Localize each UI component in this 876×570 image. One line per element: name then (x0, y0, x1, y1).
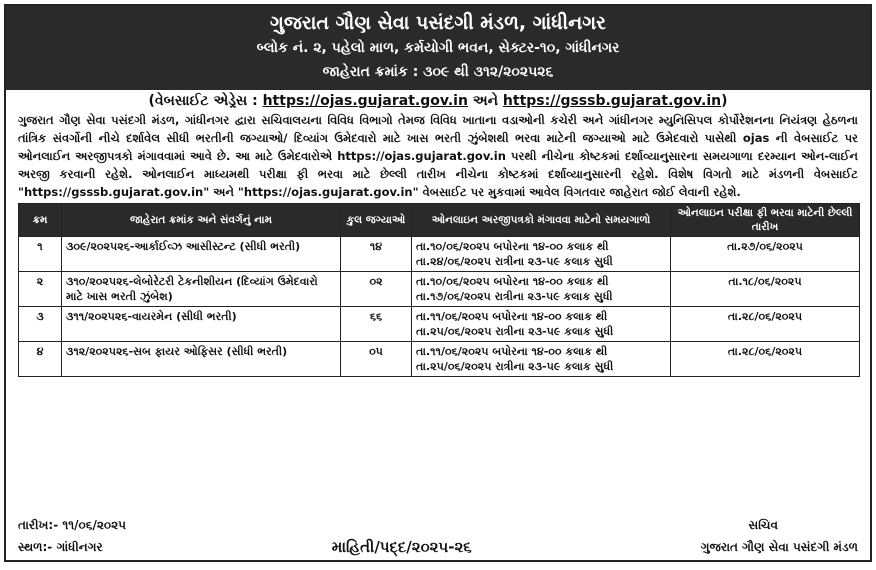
ojas-link[interactable]: https://ojas.gujarat.gov.in (262, 93, 468, 109)
cell-vacancies: ૦૫ (341, 342, 412, 377)
advt-number: જાહેરાત ક્રમાંક : ૩૦૯ થી ૩૧૨/૨૦૨૫૨૬ (322, 64, 554, 80)
col-serial: ક્રમ (19, 204, 62, 237)
org-address: બ્લોક નં. ૨, પહેલો માળ, કર્મયોગી ભવન, સેક્ટર-૧૦, ગાંધીનગર (256, 40, 620, 56)
website-prefix: (વેબસાઈટ એડ્રેસ : (148, 93, 258, 109)
cell-fee-date: તા.૨૭/૦૬/૨૦૨૫ (671, 237, 860, 272)
col-fee-last-date: ઓનલાઇન પરીક્ષા ફી ભરવા માટેની છેલ્લી તારીખ (671, 204, 860, 237)
footer-place: સ્થળ:- ગાંધીનગર (18, 539, 103, 554)
body-paragraph: ગુજરાત ગૌણ સેવા પસંદગી મંડળ, ગાંધીનગર દ્વારા સચિવાલયના વિવિધ વિભાગો તેમજ વિવિધ ખાતાના વડાઓની કચેરી અને ગાંધીનગર મ્યુનિસિપલ કોર્પોરેશનના નિયંત્રણ હેઠળના તાંત્રિક સંવર્ગોની નીચે દર્શાવેલ સીધી ભરતીની જગ્યાઓ/ દિવ્યાંગ ઉમેદવારો માટે ખાસ ભરતી ઝુંબેશથી ભરવા માટેની જગ્યાઓ માટે ઉમેદવારો પાસેથી ojas ની વેબસાઈટ પર ઓનલાઈન અરજીપત્રકો મંગાવવામાં આવે છે. આ માટે ઉમેદવારોએ https://ojas.gujarat.gov.in પરથી નીચેના કોષ્ટકમાં દર્શાવ્યાનુસારના સમયગાળા દરમ્યાન ઓન-લાઈન અરજી કરવાની રહેશે. ઓનલાઈન માધ્યમથી પરીક્ષા ફી ભરવા માટે છેલ્લી તારીખ નીચેના કોષ્ટકમાં દર્શાવ્યાનુસારની રહેશે. વિશેષ વિગતો માટે મંડળની વેબસાઈટ "https://gsssb.gujarat.gov.in" અને "https://ojas.gujarat.gov.in" વેબસાઈટ પર મુકવામાં આવેલ વિગતવાર જાહેરાત જોઈ લેવાની રહેશે. (18, 113, 858, 199)
footer (18, 514, 858, 558)
table-row (19, 272, 860, 307)
cell-post: ૩૦૯/૨૦૨૫૨૬-આર્કાઈવ્ઝ આસીસ્ટન્ટ (સીધી ભરતી) (62, 237, 341, 272)
website-and: અને (472, 93, 499, 109)
cell-serial: ૨ (19, 272, 62, 307)
cell-serial: ૪ (19, 342, 62, 377)
posts-table (18, 203, 860, 377)
cell-period: તા.૧૧/૦૬/૨૦૨૫ બપોરના ૧૪-૦૦ કલાક થી તા.૨૫/૦૬/૨૦૨૫ રાત્રીના ૨૩-૫૯ કલાક સુધી (412, 342, 671, 377)
cell-vacancies: ૧૪ (341, 237, 412, 272)
cell-post: ૩૧૨/૨૦૨૫૨૬-સબ ફાયર ઓફિસર (સીધી ભરતી) (62, 342, 341, 377)
footer-board: ગુજરાત ગૌણ સેવા પસંદગી મંડળ (700, 539, 858, 554)
gsssb-link[interactable]: https://gsssb.gujarat.gov.in (502, 93, 722, 109)
footer-secretary: સચિવ (748, 517, 778, 532)
cell-post: ૩૧૦/૨૦૨૫૨૬-લેબોરેટરી ટેકનીશીયન (દિવ્યાંગ ઉમેદવારો માટે ખાસ ભરતી ઝુંબેશ) (62, 272, 341, 307)
website-suffix: ) (721, 93, 728, 109)
cell-post: ૩૧૧/૨૦૨૫૨૬-વાયરમેન (સીધી ભરતી) (62, 307, 341, 342)
advertisement-page (4, 4, 872, 562)
cell-period: તા.૧૦/૦૬/૨૦૨૫ બપોરના ૧૪-૦૦ કલાક થી તા.૨૪/૦૬/૨૦૨૫ રાત્રીના ૨૩-૫૯ કલાક સુધી (412, 237, 671, 272)
footer-date: તારીખ:- ૧૧/૦૬/૨૦૨૫ (18, 517, 127, 532)
header-banner (6, 6, 870, 90)
table-row (19, 342, 860, 377)
cell-period: તા.૧૧/૦૬/૨૦૨૫ બપોરના ૧૪-૦૦ કલાક થી તા.૨૫/૦૬/૨૦૨૫ રાત્રીના ૨૩-૫૯ કલાક સુધી (412, 307, 671, 342)
org-title: ગુજરાત ગૌણ સેવા પસંદગી મંડળ, ગાંધીનગર (270, 12, 606, 34)
cell-serial: ૩ (19, 307, 62, 342)
table-row (19, 237, 860, 272)
cell-serial: ૧ (19, 237, 62, 272)
website-line (6, 91, 870, 111)
cell-vacancies: ૦૨ (341, 272, 412, 307)
col-post-name: જાહેરાત ક્રમાંક અને સંવર્ગનું નામ (62, 204, 341, 237)
col-application-period: ઓનલાઇન અરજીપત્રકો મંગાવવા માટેનો સમયગાળો (412, 204, 671, 237)
cell-fee-date: તા.૧૮/૦૬/૨૦૨૫ (671, 272, 860, 307)
table-header-row (19, 204, 860, 237)
cell-fee-date: તા.૨૮/૦૬/૨૦૨૫ (671, 307, 860, 342)
col-vacancies: કુલ જગ્યાઓ (341, 204, 412, 237)
table-row (19, 307, 860, 342)
cell-period: તા.૧૦/૦૬/૨૦૨૫ બપોરના ૧૪-૦૦ કલાક થી તા.૧૭/૦૬/૨૦૨૫ રાત્રીના ૨૩-૫૯ કલાક સુધી (412, 272, 671, 307)
cell-vacancies: ૬૬ (341, 307, 412, 342)
cell-fee-date: તા.૨૮/૦૬/૨૦૨૫ (671, 342, 860, 377)
footer-reference: માહિતી/પદ્દ/૨૦૨૫-૨૬ (331, 538, 472, 556)
